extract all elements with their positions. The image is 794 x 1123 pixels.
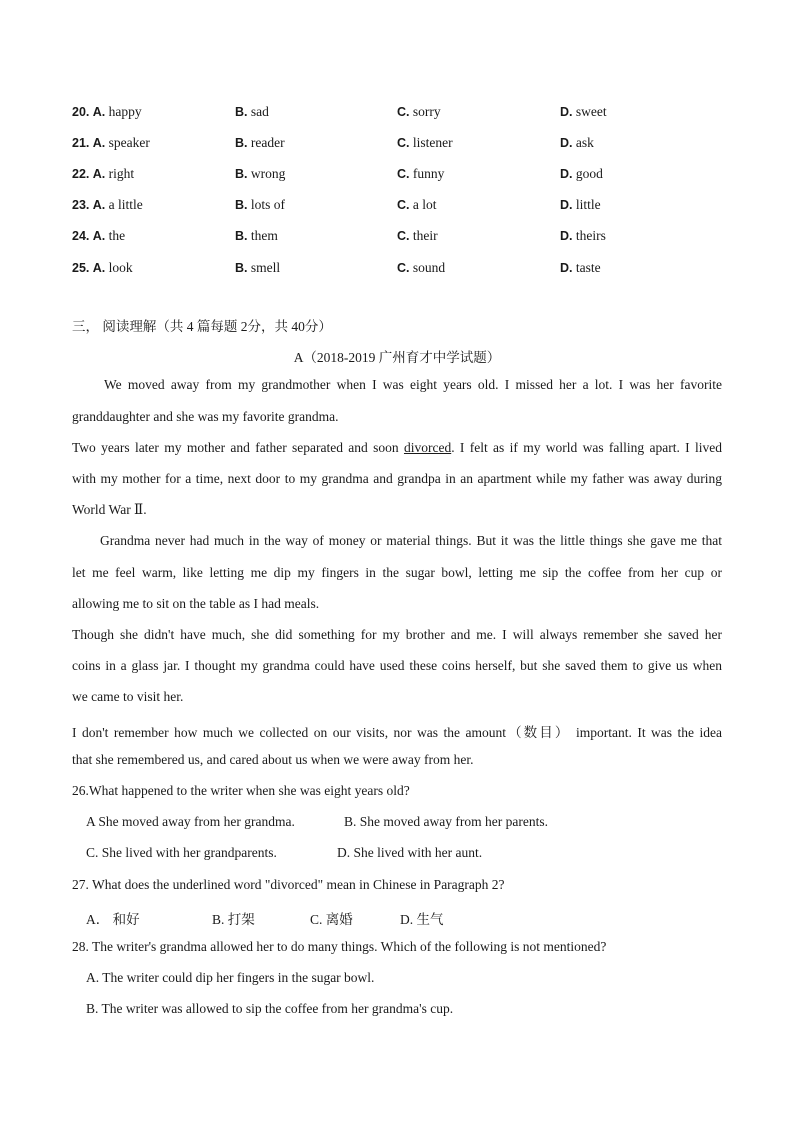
- option-b: B. wrong: [235, 166, 286, 181]
- q26-option-b: B. She moved away from her parents.: [344, 814, 548, 829]
- passage-line: with my mother for a time, next door to my grandma and grandpa in an apartment while my father was away during: [72, 471, 722, 486]
- q26-option-d: D. She lived with her aunt.: [337, 845, 483, 860]
- question-28: 28. The writer's grandma allowed her to do many things. Which of the following is not mentioned?: [72, 939, 607, 954]
- option-b: B. reader: [235, 135, 285, 150]
- passage-line: I don't remember how much we collected on our visits, nor was the amount（数目） important. It was the idea: [72, 725, 722, 740]
- option-d: D. theirs: [560, 228, 606, 243]
- q28-option-a: A. The writer could dip her fingers in the sugar bowl.: [86, 970, 375, 985]
- q27-option-a: A． 和好: [86, 912, 140, 927]
- option-c: C. sorry: [397, 104, 441, 119]
- passage-line: coins in a glass jar. I thought my grandma could have used these coins herself, but she saved them to give us when: [72, 658, 722, 673]
- passage-line: let me feel warm, like letting me dip my fingers in the sugar bowl, letting me sip the coffee from her cup or: [72, 565, 722, 580]
- option-row-22: [0, 166, 794, 186]
- passage-line: Grandma never had much in the way of money or material things. But it was the little things she gave me that: [100, 533, 722, 548]
- option-a: 23. A. a little: [72, 197, 143, 212]
- option-row-21: [0, 135, 794, 155]
- q26-option-a: A She moved away from her grandma.: [86, 814, 295, 829]
- q27-option-b: B. 打架: [212, 912, 255, 927]
- option-d: D. little: [560, 197, 601, 212]
- option-c: C. sound: [397, 260, 446, 275]
- question-27: 27. What does the underlined word "divorced" mean in Chinese in Paragraph 2?: [72, 877, 505, 892]
- option-b: B. lots of: [235, 197, 286, 212]
- question-26: 26.What happened to the writer when she was eight years old?: [72, 783, 410, 798]
- option-a: 20. A. happy: [72, 104, 142, 119]
- passage-title: A（2018-2019 广州育才中学试题）: [293, 350, 501, 365]
- option-a: 24. A. the: [72, 228, 126, 243]
- passage-line: allowing me to sit on the table as I had meals.: [72, 596, 320, 611]
- option-row-23: [0, 197, 794, 217]
- option-c: C. listener: [397, 135, 453, 150]
- section-title: 三， 阅读理解（共 4 篇每题 2分，共 40分）: [72, 319, 332, 334]
- option-d: D. ask: [560, 135, 594, 150]
- option-c: C. their: [397, 228, 438, 243]
- option-a: 25. A. look: [72, 260, 133, 275]
- option-c: C. a lot: [397, 197, 437, 212]
- q28-option-b: B. The writer was allowed to sip the coffee from her grandma's cup.: [86, 1001, 454, 1016]
- option-b: B. smell: [235, 260, 281, 275]
- option-b: B. sad: [235, 104, 269, 119]
- option-row-24: [0, 228, 794, 248]
- option-a: 22. A. right: [72, 166, 135, 181]
- underlined-word: divorced: [403, 440, 452, 455]
- passage-line: granddaughter and she was my favorite grandma.: [72, 409, 339, 424]
- option-c: C. funny: [397, 166, 445, 181]
- option-row-25: [0, 260, 794, 280]
- option-b: B. them: [235, 228, 278, 243]
- passage-line: We moved away from my grandmother when I was eight years old. I missed her a lot. I was her favorite: [104, 377, 722, 392]
- passage-line: World War Ⅱ.: [72, 502, 147, 517]
- option-d: D. taste: [560, 260, 601, 275]
- passage-line: Though she didn't have much, she did something for my brother and me. I will always remember she saved her: [72, 627, 722, 642]
- q27-option-c: C. 离婚: [310, 912, 353, 927]
- passage-line: we came to visit her.: [72, 689, 184, 704]
- passage-line-divorced: Two years later my mother and father separated and soon divorced. I felt as if my world was falling apart. I lived: [72, 440, 722, 455]
- q27-option-d: D. 生气: [400, 912, 444, 927]
- option-d: D. sweet: [560, 104, 607, 119]
- option-row-20: [0, 104, 794, 124]
- q26-option-c: C. She lived with her grandparents.: [86, 845, 277, 860]
- passage-line: that she remembered us, and cared about us when we were away from her.: [72, 752, 474, 767]
- option-a: 21. A. speaker: [72, 135, 150, 150]
- option-d: D. good: [560, 166, 603, 181]
